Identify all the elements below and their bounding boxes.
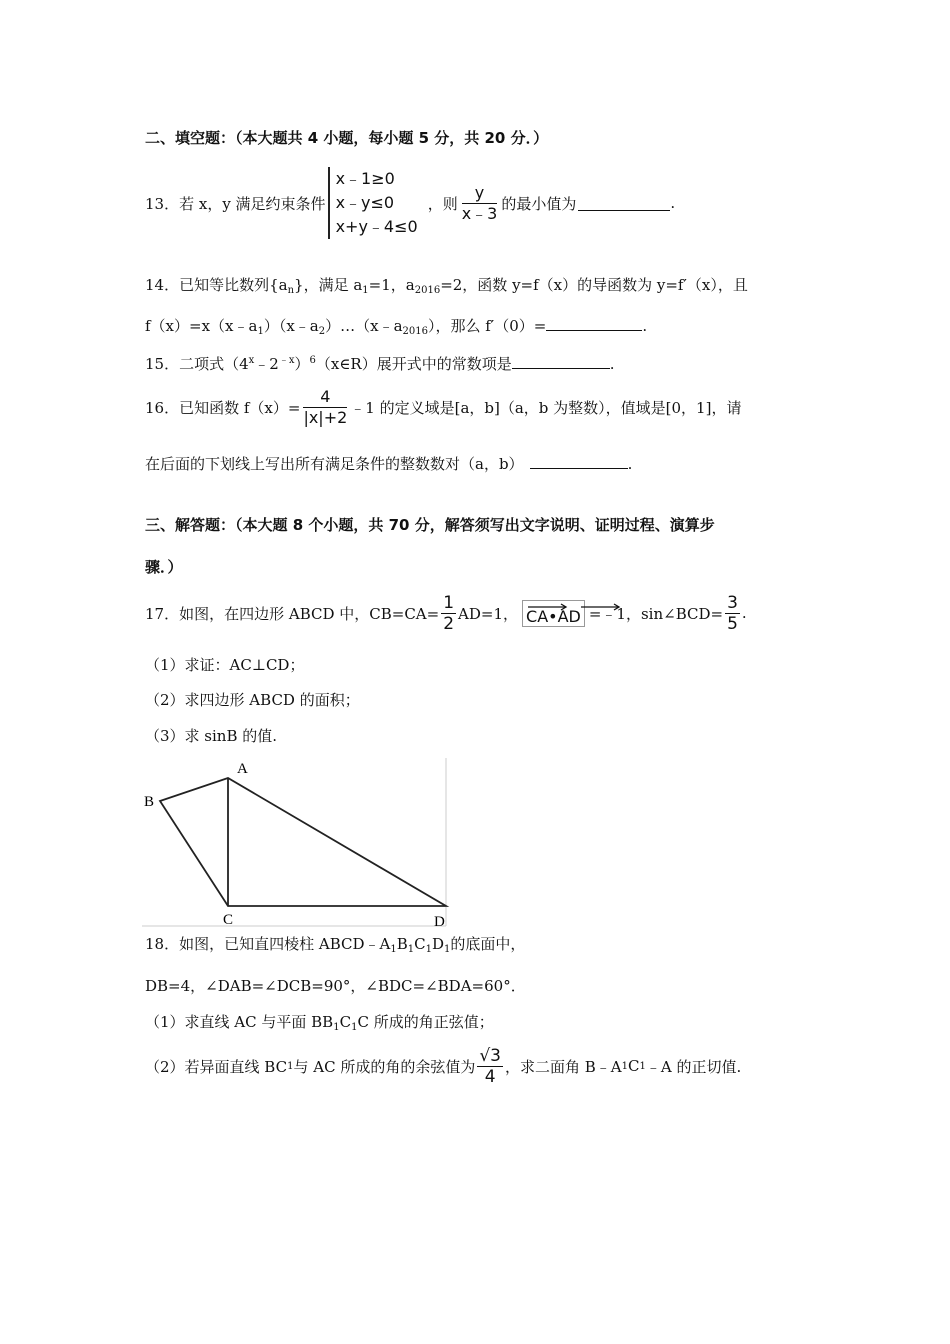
- q18-p1-a: （1）求直线 AC 与平面 BB: [145, 1013, 334, 1031]
- q17-text-b: AD=1，: [458, 604, 519, 623]
- q18-text-c: C: [414, 935, 426, 953]
- q13-frac-den: x﹣3: [461, 203, 498, 223]
- q18-p2-c: ，求二面角 B﹣A: [504, 1057, 622, 1076]
- question-17: [145, 588, 747, 638]
- q13-fraction: [462, 183, 498, 224]
- question-16-line2: [145, 453, 632, 474]
- q13-constraint-3: x+y﹣4≤0: [335, 217, 418, 236]
- q14-sub-1: 1: [362, 285, 369, 296]
- q16-frac-den: |x|+2: [303, 407, 348, 427]
- label-b: B: [144, 794, 155, 810]
- q16-fraction: [303, 387, 347, 428]
- q18-p2-d: C: [627, 1057, 640, 1075]
- q18-p2-sub-2: 1: [621, 1060, 628, 1072]
- q17-text-c: =﹣1，sin∠BCD=: [588, 604, 724, 623]
- label-c: C: [223, 912, 234, 928]
- question-18-line1: [145, 933, 525, 955]
- q18-p2-a: （2）若异面直线 BC: [145, 1057, 288, 1076]
- q17-vector-product: [522, 600, 585, 627]
- section3-heading-cont: 骤．）: [145, 558, 183, 576]
- q13-prefix: 13．若 x，y 满足约束条件: [145, 194, 326, 213]
- q15-sup-x: x: [248, 355, 255, 366]
- q14-end: .: [642, 317, 648, 335]
- q15-text-d: （x∈R）展开式中的常数项是: [315, 355, 512, 373]
- q18-fraction-sqrt3-4: [477, 1046, 503, 1087]
- q13-constraint-1: x﹣1≥0: [335, 169, 395, 188]
- q17-part3: （3）求 sinB 的值.: [145, 727, 278, 745]
- q18-p2-sub-1: 1: [287, 1060, 294, 1072]
- q13-mid: ，则: [427, 194, 458, 213]
- question-13: [145, 162, 675, 244]
- q18-sub-2: 1: [407, 944, 415, 955]
- q15-text-b: ﹣2: [254, 355, 279, 373]
- q16-text-b: ﹣1 的定义域是[a，b]（a，b 为整数），值域是[0，1]，请: [350, 398, 742, 417]
- q18-sub-3: 1: [425, 944, 432, 955]
- q18-frac-num: √3: [479, 1045, 501, 1066]
- q18-text-b: B: [396, 935, 408, 953]
- question-18-line2: DB=4，∠DAB=∠DCB=90°，∠BDC=∠BDA=60°．: [145, 977, 526, 995]
- q18-part2: [145, 1042, 741, 1090]
- q18-text-a: 18．如图，已知直四棱柱 ABCD﹣A: [145, 935, 391, 953]
- q13-frac-num: y: [462, 183, 498, 204]
- q16-end: .: [627, 455, 633, 473]
- question-16-line1: [145, 384, 741, 430]
- q14-line2-b: ）（x﹣a: [263, 317, 319, 335]
- q16-frac-num: 4: [303, 387, 347, 408]
- q18-p2-b: 与 AC 所成的角的余弦值为: [293, 1057, 476, 1076]
- q13-answer-blank: [578, 196, 670, 211]
- q14-line2-a: f（x）=x（x﹣a: [145, 317, 258, 335]
- q15-sup-negx: ﹣x: [278, 355, 295, 366]
- q14-text-d: =2，函数 y=f（x）的导函数为 y=f′（x），且: [440, 276, 748, 294]
- section2-heading: 二、填空题：（本大题共 4 小题，每小题 5 分，共 20 分．）: [145, 129, 549, 147]
- q18-sub-4: 1: [444, 944, 451, 955]
- q17-end: .: [741, 604, 747, 622]
- q17-frac2-den: 5: [727, 613, 738, 634]
- q16-text-a: 16．已知函数 f（x）=: [145, 398, 301, 417]
- q14-line2-sub-1: 1: [257, 326, 264, 337]
- q16-answer-blank: [530, 454, 628, 469]
- q18-sub-1: 1: [390, 944, 397, 955]
- q13-constraint-2: x﹣y≤0: [335, 193, 395, 212]
- q18-p2-sub-3: 1: [639, 1060, 646, 1072]
- vector-arrows-icon: [526, 603, 626, 611]
- q18-p2-e: ﹣A 的正切值.: [645, 1057, 742, 1076]
- q17-fraction-3-5: [725, 593, 740, 634]
- q17-frac1-num: 1: [443, 592, 455, 613]
- q15-answer-blank: [512, 354, 610, 369]
- q15-end: .: [609, 355, 615, 373]
- q17-vector-text: CA•AD: [526, 606, 581, 626]
- q14-line2-c: ）…（x﹣a: [325, 317, 403, 335]
- q13-constraint-system: [328, 167, 418, 239]
- quadrilateral-abcd-figure: [140, 756, 452, 932]
- q14-sub-2016: 2016: [414, 285, 441, 296]
- q15-text-c: ）: [294, 355, 310, 373]
- q15-sup-6: 6: [309, 355, 316, 366]
- q17-part1: （1）求证：AC⊥CD；: [145, 656, 305, 674]
- q18-p1-sub-2: 1: [351, 1022, 358, 1033]
- q18-frac-den: 4: [484, 1066, 496, 1087]
- q14-text-c: =1，a: [368, 276, 415, 294]
- q17-frac2-num: 3: [727, 592, 738, 613]
- q15-text-a: 15．二项式（4: [145, 355, 249, 373]
- q14-line2-sub-2: 2: [318, 326, 326, 337]
- q16-line2: 在后面的下划线上写出所有满足条件的整数数对（a，b）: [145, 455, 524, 473]
- q18-text-d: D: [431, 935, 444, 953]
- q17-part2: （2）求四边形 ABCD 的面积；: [145, 691, 360, 709]
- q17-text-a: 17．如图，在四边形 ABCD 中，CB=CA=: [145, 604, 440, 623]
- q14-line2-sub-2016: 2016: [402, 326, 428, 337]
- label-a: A: [237, 761, 248, 777]
- q18-text-e: 的底面中，: [450, 935, 526, 953]
- q18-p1-c: C 所成的角正弦值；: [357, 1013, 494, 1031]
- quadrilateral-outline: [160, 778, 446, 906]
- q14-line2-d: ），那么 f′（0）=: [427, 317, 547, 335]
- q18-p1-b: C: [339, 1013, 352, 1031]
- question-14-line1: [145, 274, 748, 296]
- q14-sub-n: n: [287, 285, 295, 296]
- q18-part1: [145, 1011, 494, 1033]
- q13-suffix: 的最小值为: [501, 194, 577, 213]
- q17-fraction-half: [441, 593, 456, 634]
- question-14-line2: [145, 315, 647, 337]
- section3-heading: 三、解答题：（本大题 8 个小题，共 70 分，解答须写出文字说明、证明过程、演算步: [145, 516, 715, 534]
- q14-text-b: }，满足 a: [294, 276, 363, 294]
- q14-text-a: 14．已知等比数列{a: [145, 276, 288, 294]
- q17-frac1-den: 2: [443, 613, 455, 634]
- q14-answer-blank: [546, 316, 642, 331]
- q13-end: .: [670, 194, 676, 212]
- question-15: [145, 351, 615, 374]
- q18-p1-sub-1: 1: [333, 1022, 340, 1033]
- label-d: D: [434, 914, 445, 930]
